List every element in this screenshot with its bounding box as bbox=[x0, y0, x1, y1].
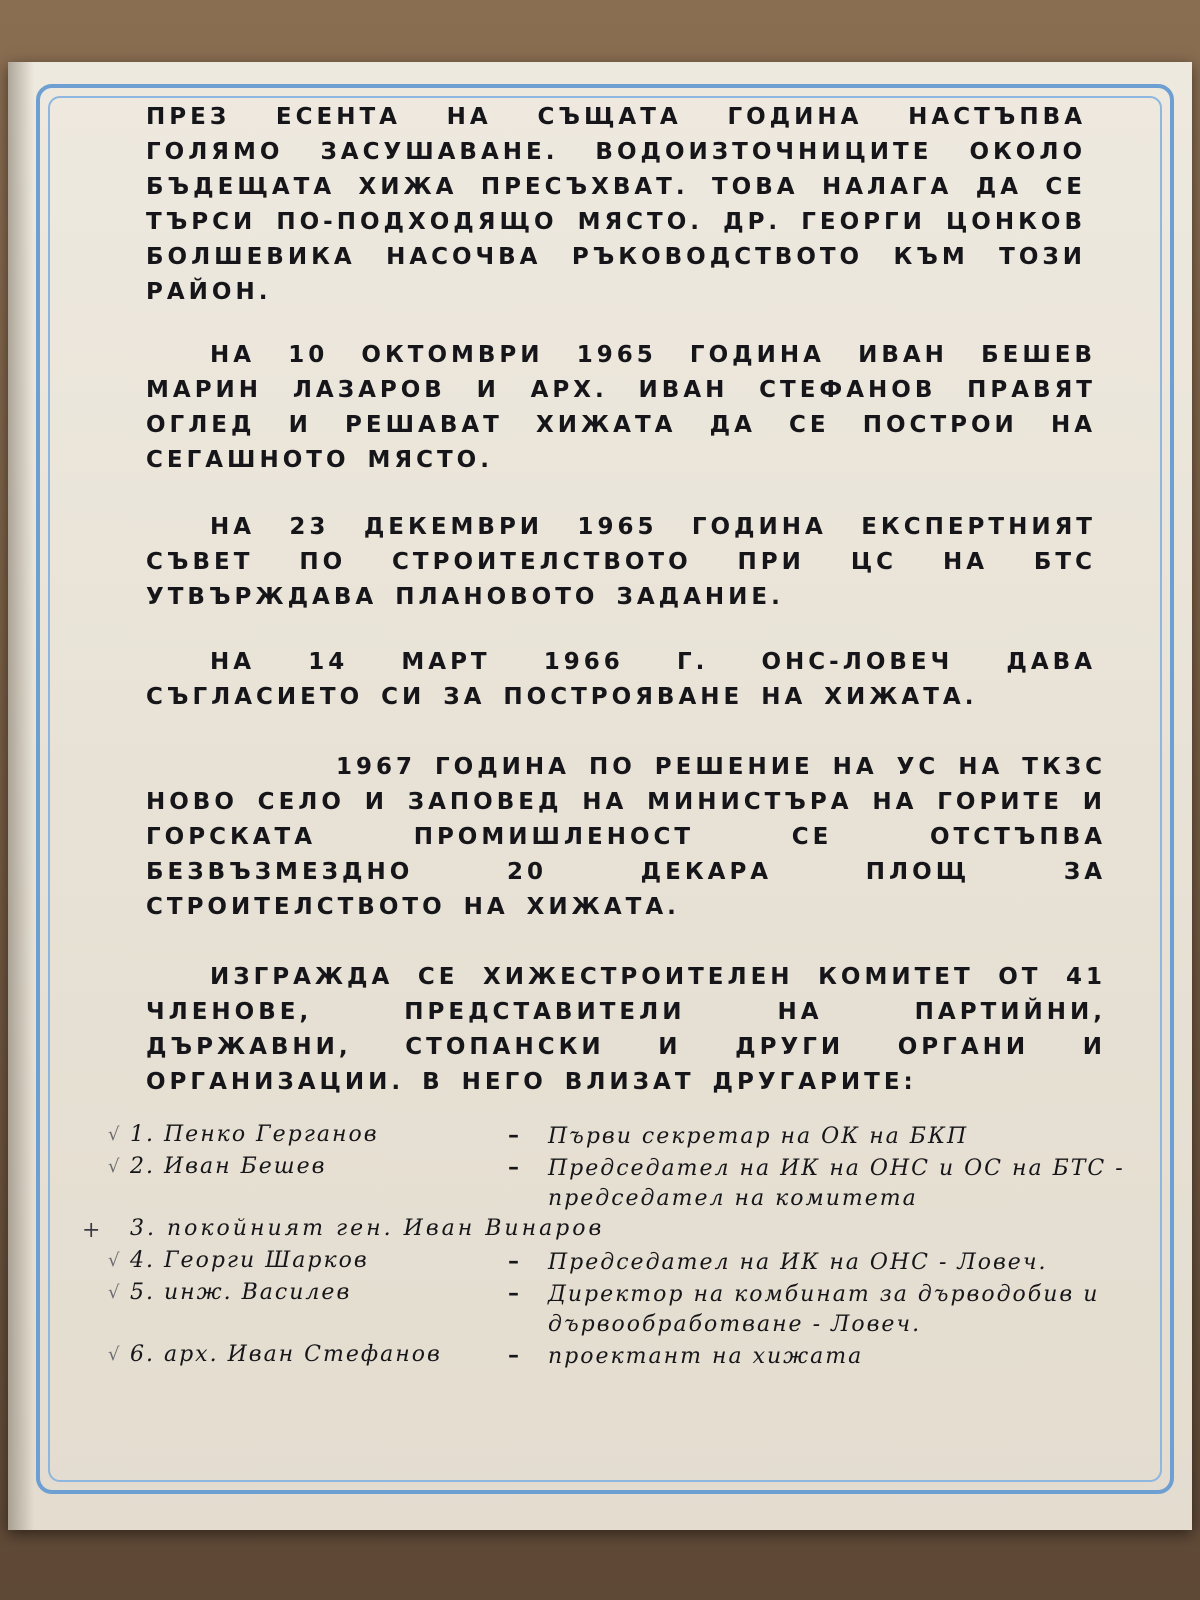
member-name: 1. Пенко Герганов bbox=[130, 1122, 379, 1147]
member-name: 4. Георги Шарков bbox=[130, 1248, 369, 1273]
check-mark-icon: √ bbox=[108, 1124, 122, 1145]
paragraph-committee: ИЗГРАЖДА СЕ ХИЖЕСТРОИТЕЛЕН КОМИТЕТ ОТ 41 ЧЛЕНОВЕ, ПРЕДСТАВИТЕЛИ НА ПАРТИЙНИ, ДЪРЖАВНИ, СТОПАНСКИ И ДРУГИ ОРГАНИ И ОРГАНИЗАЦИИ. В НЕГО ВЛИЗАТ ДРУГАРИТЕ: bbox=[146, 964, 1106, 1095]
member-name: 5. инж. Василев bbox=[130, 1280, 352, 1305]
paragraph-1967: 1967 ГОДИНА ПО РЕШЕНИЕ НА УС НА ТКЗС НОВО СЕЛО И ЗАПОВЕД НА МИНИСТЪРА НА ГОРИТЕ И ГОРСКАТА ПРОМИШЛЕНОСТ СЕ ОТСТЪПВА БЕЗВЪЗМЕЗДНО 20 ДЕКАРА ПЛОЩ ЗА СТРОИТЕЛСТВОТО НА ХИЖАТА. bbox=[146, 754, 1106, 920]
paragraph-drought: ПРЕЗ ЕСЕНТА НА СЪЩАТА ГОДИНА НАСТЪПВА ГОЛЯМО ЗАСУШАВАНЕ. ВОДОИЗТОЧНИЦИТЕ ОКОЛО БЪДЕЩАТА ХИЖА ПРЕСЪХВАТ. ТОВА НАЛАГА ДА СЕ ТЪРСИ ПО-ПОДХОДЯЩО МЯСТО. ДР. ГЕОРГИ ЦОНКОВ БОЛШЕВИКА НАСОЧВА РЪКОВОДСТВОТО КЪМ ТОЗИ РАЙОН. bbox=[146, 104, 1086, 305]
member-role: проектант на хижата bbox=[548, 1344, 864, 1369]
cross-mark-icon: + bbox=[82, 1218, 103, 1243]
page-spine-shadow bbox=[8, 62, 34, 1530]
list-item bbox=[108, 1280, 1128, 1342]
check-mark-icon: √ bbox=[108, 1156, 122, 1177]
member-dash: – bbox=[508, 1280, 521, 1306]
member-role: Директор на комбинат за дърводобив и дървообработване - Ловеч. bbox=[548, 1282, 1100, 1337]
member-dash: – bbox=[508, 1154, 521, 1180]
member-name: 6. арх. Иван Стефанов bbox=[130, 1342, 442, 1367]
list-item bbox=[108, 1154, 1128, 1216]
list-item bbox=[108, 1122, 1128, 1154]
member-role: Председател на ИК на ОНС - Ловеч. bbox=[548, 1250, 1048, 1275]
member-name: 2. Иван Бешев bbox=[130, 1154, 327, 1179]
paragraph-march-1966: НА 14 МАРТ 1966 Г. ОНС-ЛОВЕЧ ДАВА СЪГЛАСИЕТО СИ ЗА ПОСТРОЯВАНЕ НА ХИЖАТА. bbox=[146, 649, 1096, 710]
member-role: Председател на ИК на ОНС и ОС на БТС - председател на комитета bbox=[548, 1156, 1125, 1211]
paragraph-december-1965: НА 23 ДЕКЕМВРИ 1965 ГОДИНА ЕКСПЕРТНИЯТ СЪВЕТ ПО СТРОИТЕЛСТВОТО ПРИ ЦС НА БТС УТВЪРЖДАВА ПЛАНОВОТО ЗАДАНИЕ. bbox=[146, 514, 1096, 610]
list-item bbox=[108, 1342, 1128, 1374]
committee-member-list bbox=[82, 1122, 1128, 1374]
member-dash: – bbox=[508, 1248, 521, 1274]
check-mark-icon: √ bbox=[108, 1344, 122, 1365]
list-item bbox=[108, 1248, 1128, 1280]
check-mark-icon: √ bbox=[108, 1250, 122, 1271]
paragraph-october-1965: НА 10 ОКТОМВРИ 1965 ГОДИНА ИВАН БЕШЕВ МАРИН ЛАЗАРОВ И АРХ. ИВАН СТЕФАНОВ ПРАВЯТ ОГЛЕД И РЕШАВАТ ХИЖАТА ДА СЕ ПОСТРОИ НА СЕГАШНОТО МЯСТО. bbox=[146, 342, 1096, 473]
member-dash: – bbox=[508, 1342, 521, 1368]
member-dash: – bbox=[508, 1122, 521, 1148]
member-role: Първи секретар на ОК на БКП bbox=[548, 1124, 969, 1149]
check-mark-icon: √ bbox=[108, 1282, 122, 1303]
list-item bbox=[82, 1216, 1128, 1248]
member-name: 3. покойният ген. Иван Винаров bbox=[130, 1216, 605, 1241]
